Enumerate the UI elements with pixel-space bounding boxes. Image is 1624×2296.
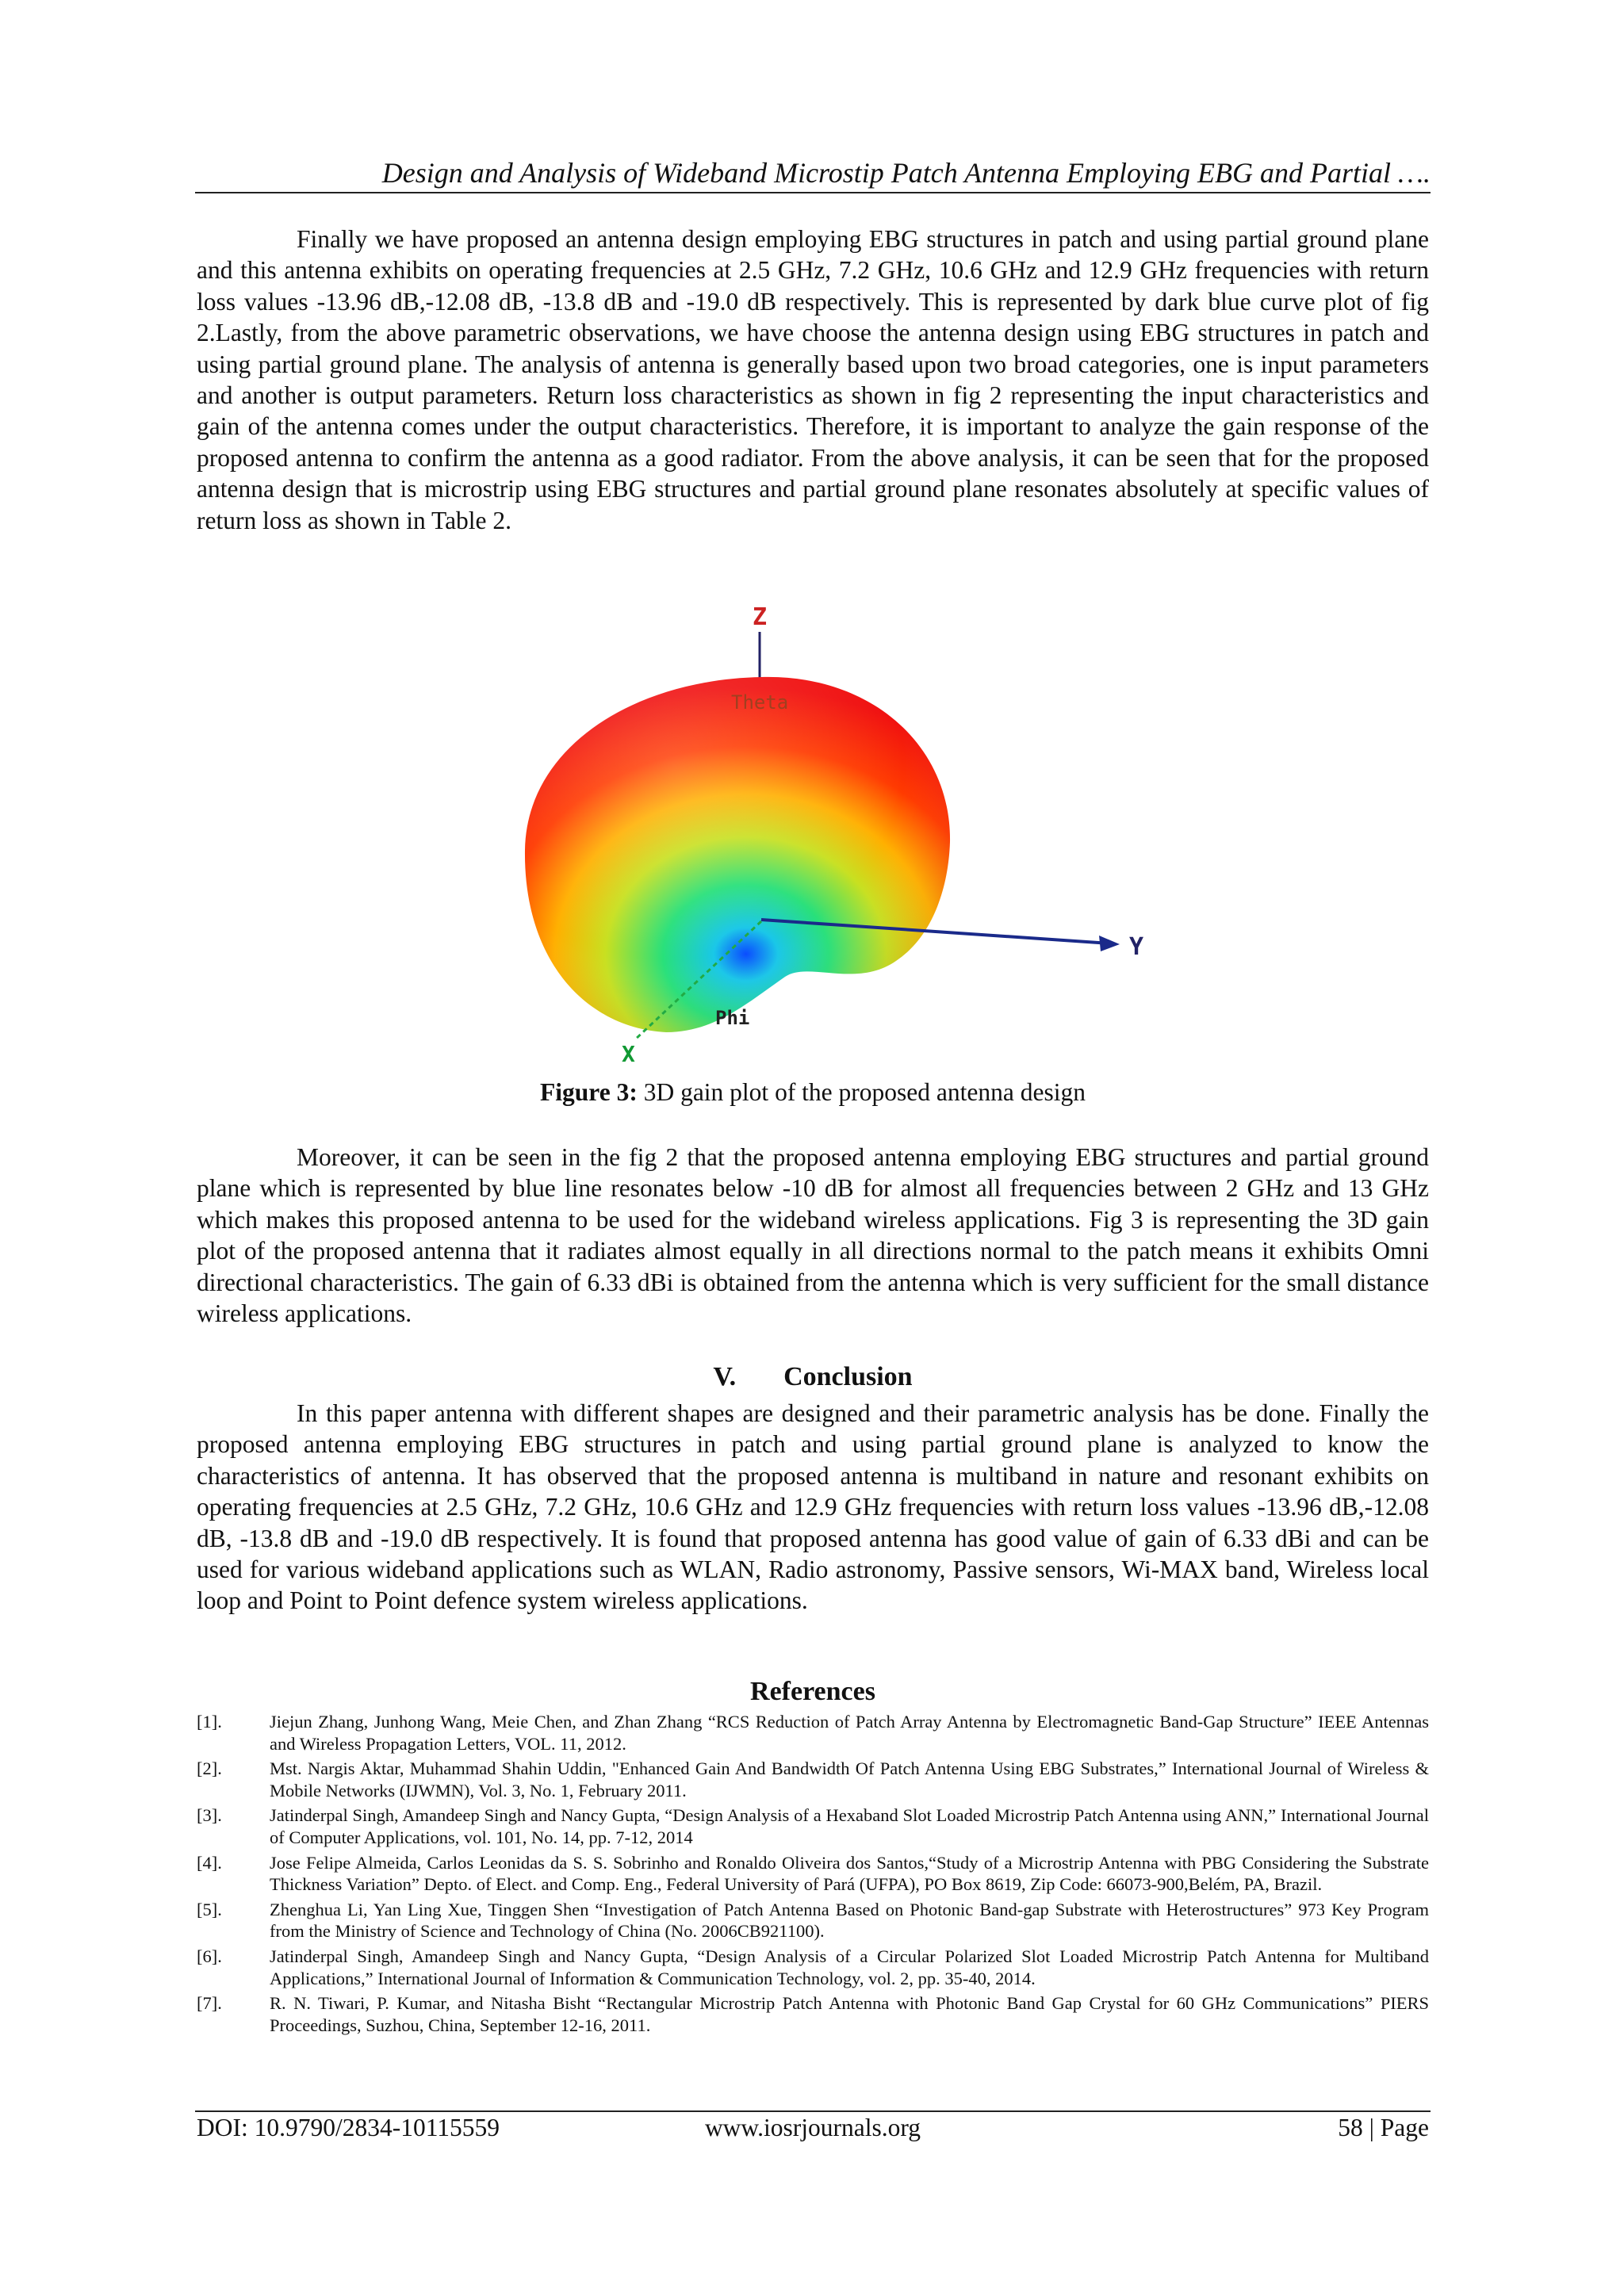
x-axis-label: X bbox=[622, 1041, 635, 1064]
reference-item bbox=[197, 1804, 1429, 1848]
y-axis-arrow bbox=[1099, 936, 1120, 951]
figure-3-gain-plot bbox=[476, 588, 1174, 1064]
paragraph-1: Finally we have proposed an antenna design employing EBG structures in patch and using partial ground plane and this antenna exhibits on operating frequencies at 2.5 GHz, 7.2 GHz, 10.6 GHz and 12.9 GHz frequencies with return loss values -13.96 dB,-12.08 dB, -13.8 dB and -19.0 dB respectively. This is represented by dark blue curve plot of fig 2.Lastly, from the above parametric observations, we have choose the antenna design using EBG structures in patch and using partial ground plane. The analysis of antenna is generally based upon two broad categories, one is input parameters and another is output parameters. Return loss characteristics as shown in fig 2 representing the input characteristics and gain of the antenna comes under the output characteristics. Therefore, it is important to analyze the gain response of the proposed antenna to confirm the antenna as a good radiator. From the above analysis, it can be seen that for the proposed antenna design that is microstrip using EBG structures and partial ground plane resonates absolutely at specific values of return loss as shown in Table 2. bbox=[197, 225, 1429, 534]
reference-text: Zhenghua Li, Yan Ling Xue, Tinggen Shen “Investigation of Patch Antenna Based on Photonic Band-gap Substrate with Heterostructures” 973 Key Program from the Ministry of Science and Technology of China (No. 2006CB921100). bbox=[270, 1899, 1429, 1942]
paragraph-3: In this paper antenna with different shapes are designed and their parametric analysis has be done. Finally the proposed antenna employing EBG structures in patch and using partial ground plane is analyzed to know the characteristics of antenna. It has observed that the proposed antenna is multiband in nature and resonant exhibits on operating frequencies at 2.5 GHz, 7.2 GHz, 10.6 GHz and 12.9 GHz frequencies with return loss values -13.96 dB,-12.08 dB, -13.8 dB and -19.0 dB respectively. It is found that proposed antenna has good value of gain of 6.33 dBi and can be used for various wideband applications such as WLAN, Radio astronomy, Passive sensors, Wi-MAX band, Wireless local loop and Point to Point defence system wireless applications. bbox=[197, 1399, 1429, 1615]
footer-page-number: 58 | Page bbox=[1338, 2114, 1429, 2141]
reference-number: [5]. bbox=[197, 1899, 222, 1919]
section-heading bbox=[197, 1360, 1429, 1394]
figure-caption-text: 3D gain plot of the proposed antenna design bbox=[637, 1078, 1086, 1106]
section-number: V. bbox=[713, 1362, 737, 1391]
footer-doi: DOI: 10.9790/2834-10115559 bbox=[197, 2114, 500, 2141]
section-title: Conclusion bbox=[783, 1362, 913, 1391]
references-heading: References bbox=[750, 1677, 875, 1706]
reference-number: [4]. bbox=[197, 1852, 222, 1873]
reference-number: [7]. bbox=[197, 1993, 222, 2014]
reference-item bbox=[197, 1711, 1429, 1755]
z-axis-label: Z bbox=[753, 603, 768, 631]
figure-caption-label: Figure 3: bbox=[540, 1078, 638, 1106]
reference-item bbox=[197, 1852, 1429, 1896]
phi-label: Phi bbox=[715, 1007, 750, 1029]
reference-number: [6]. bbox=[197, 1946, 222, 1966]
footer-website: www.iosrjournals.org bbox=[704, 2114, 921, 2141]
running-header: Design and Analysis of Wideband Microstip Patch Antenna Employing EBG and Partial …. bbox=[381, 157, 1431, 189]
reference-text: R. N. Tiwari, P. Kumar, and Nitasha Bisht “Rectangular Microstrip Patch Antenna with Photonic Band Gap Crystal for 60 GHz Communications” PIERS Proceedings, Suzhou, China, September 12-16, 2011. bbox=[270, 1993, 1429, 2035]
reference-number: [1]. bbox=[197, 1712, 222, 1732]
references-list bbox=[197, 1711, 1429, 2039]
reference-text: Jiejun Zhang, Junhong Wang, Meie Chen, and Zhan Zhang “RCS Reduction of Patch Array Antenna by Electromagnetic Band-Gap Structure” IEEE Antennas and Wireless Propagation Letters, VOL. 11, 2012. bbox=[270, 1712, 1429, 1754]
header-rule bbox=[195, 192, 1431, 193]
reference-item bbox=[197, 1946, 1429, 1989]
reference-text: Jatinderpal Singh, Amandeep Singh and Nancy Gupta, “Design Analysis of a Circular Polarized Slot Loaded Microstrip Patch Antenna for Multiband Applications,” International Journal of Information & Communication Technology, vol. 2, pp. 35-40, 2014. bbox=[270, 1946, 1429, 1988]
theta-label: Theta bbox=[731, 691, 789, 714]
figure-caption bbox=[197, 1077, 1429, 1108]
y-axis-label: Y bbox=[1129, 933, 1144, 961]
reference-text: Mst. Nargis Aktar, Muhammad Shahin Uddin, "Enhanced Gain And Bandwidth Of Patch Antenna Using EBG Substrates,” International Journal of Wireless & Mobile Networks (IJWMN), Vol. 3, No. 1, February 2011. bbox=[270, 1758, 1429, 1800]
reference-item bbox=[197, 1992, 1429, 2036]
reference-text: Jatinderpal Singh, Amandeep Singh and Nancy Gupta, “Design Analysis of a Hexaband Slot Loaded Microstrip Patch Antenna using ANN,” International Journal of Computer Applications, vol. 101, No. 14, pp. 7-12, 2014 bbox=[270, 1805, 1429, 1847]
reference-item bbox=[197, 1899, 1429, 1942]
reference-number: [3]. bbox=[197, 1805, 222, 1826]
reference-text: Jose Felipe Almeida, Carlos Leonidas da S. S. Sobrinho and Ronaldo Oliveira dos Santos,“Study of a Microstrip Antenna with PBG Considering the Substrate Thickness Variation” Depto. of Elect. and Comp. Eng., Federal University of Pará (UFPA), PO Box 8619, Zip Code: 66073-900,Belém, PA, Brazil. bbox=[270, 1852, 1429, 1895]
reference-number: [2]. bbox=[197, 1758, 222, 1779]
paragraph-2: Moreover, it can be seen in the fig 2 that the proposed antenna employing EBG structures and partial ground plane which is represented by blue line resonates below -10 dB for almost all frequencies between 2 GHz and 13 GHz which makes this proposed antenna to be used for the wideband wireless applications. Fig 3 is representing the 3D gain plot of the proposed antenna that it radiates almost equally in all directions normal to the patch means it exhibits Omni directional characteristics. The gain of 6.33 dBi is obtained from the antenna which is very sufficient for the small distance wireless applications. bbox=[197, 1143, 1429, 1328]
reference-item bbox=[197, 1758, 1429, 1801]
